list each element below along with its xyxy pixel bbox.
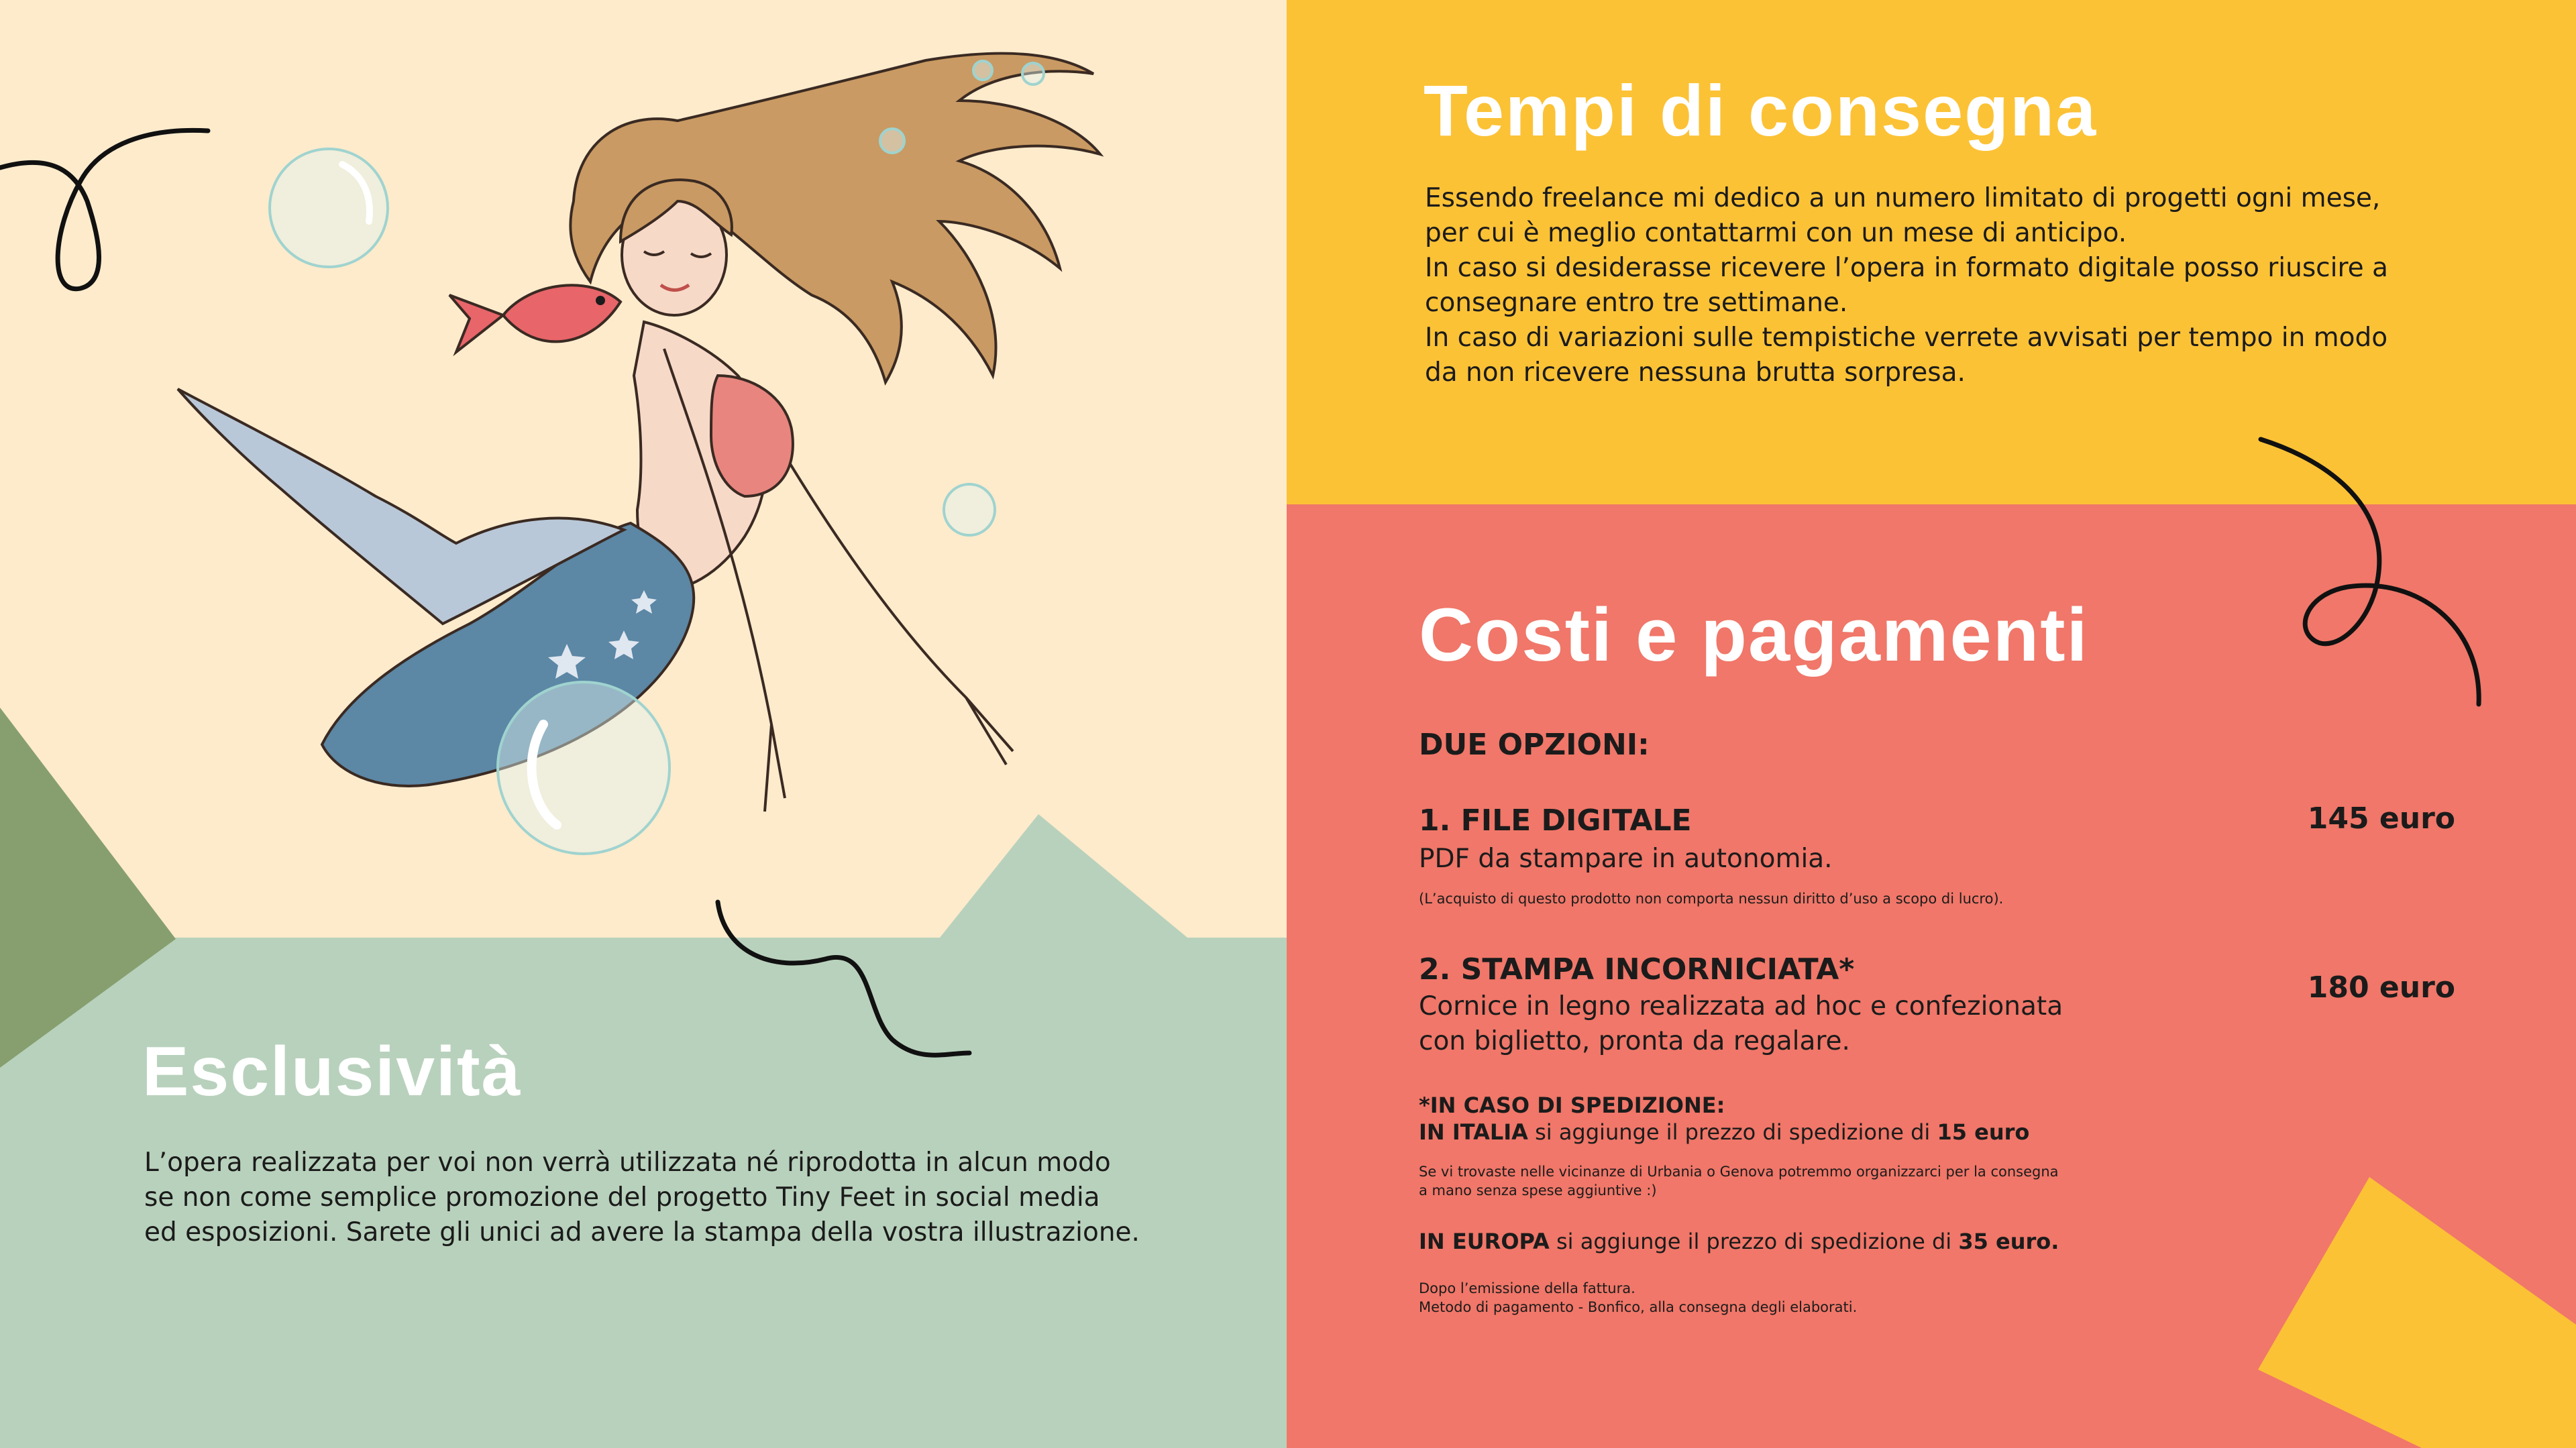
delivery-body <box>1425 181 2512 390</box>
yellow-diamond <box>2258 1177 2576 1448</box>
delivery-line: per cui è meglio contattarmi con un mese di anticipo. <box>1425 218 2127 248</box>
shipping-italy-price: 15 euro <box>1937 1119 2030 1145</box>
delivery-line: Essendo freelance mi dedico a un numero limitato di progetti ogni mese, <box>1425 183 2381 213</box>
option1-note: (L’acquisto di questo prodotto non comporta nessun diritto d’uso a scopo di lucro). <box>1419 891 2004 907</box>
shipping-italy-text: si aggiunge il prezzo di spedizione di <box>1527 1119 1937 1145</box>
shipping-italy <box>1419 1118 2029 1146</box>
mint-mountain-panel <box>0 814 1287 1448</box>
shipping-local-note-line: Se vi trovaste nelle vicinanze di Urbania o Genova potremmo organizzarci per la consegna <box>1419 1164 2059 1180</box>
costs-title: Costi e pagamenti <box>1419 593 2089 677</box>
delivery-title: Tempi di consegna <box>1424 70 2098 151</box>
option2-price: 180 euro <box>2307 970 2455 1005</box>
shipping-europe <box>1419 1227 2059 1256</box>
mermaid-illustration <box>178 54 1100 854</box>
delivery-line: da non ricevere nessuna brutta sorpresa. <box>1425 357 1966 388</box>
squiggle-top-left <box>0 130 208 288</box>
delivery-line: In caso si desiderasse ricevere l’opera in formato digitale posso riuscire a <box>1425 253 2388 283</box>
delivery-line: consegnare entro tre settimane. <box>1425 288 1848 318</box>
squiggle-top-right <box>2261 439 2479 704</box>
option2-desc-line: Cornice in legno realizzata ad hoc e confezionata <box>1419 991 2063 1021</box>
shipping-local-note-line: a mano senza spese aggiuntive :) <box>1419 1182 1657 1199</box>
payment-line: Dopo l’emissione della fattura. <box>1419 1280 1635 1296</box>
shipping-europe-text: si aggiunge il prezzo di spedizione di <box>1549 1229 1959 1254</box>
options-heading: DUE OPZIONI: <box>1419 728 1650 762</box>
option2-desc-line: con biglietto, pronta da regalare. <box>1419 1026 1850 1056</box>
mermaid-top <box>711 376 793 496</box>
exclusivity-line: ed esposizioni. Sarete gli unici ad avere la stampa della vostra illustrazione. <box>144 1217 1140 1247</box>
fish-icon <box>449 285 621 352</box>
delivery-line: In caso di variazioni sulle tempistiche verrete avvisati per tempo in modo <box>1425 323 2388 353</box>
payment-line: Metodo di pagamento - Bonfico, alla consegna degli elaborati. <box>1419 1299 1858 1315</box>
exclusivity-line: se non come semplice promozione del progetto Tiny Feet in social media <box>144 1182 1100 1213</box>
option1-desc: PDF da stampare in autonomia. <box>1419 844 1833 874</box>
exclusivity-line: L’opera realizzata per voi non verrà utilizzata né riprodotta in alcun modo <box>144 1148 1111 1178</box>
exclusivity-body <box>144 1146 1251 1250</box>
shipping-italy-label: IN ITALIA <box>1419 1119 1528 1145</box>
shipping-local-note <box>1419 1162 2059 1200</box>
option2-desc <box>1419 989 2063 1059</box>
option1-title: 1. FILE DIGITALE <box>1419 803 1692 838</box>
shipping-europe-label: IN EUROPA <box>1419 1229 1550 1254</box>
payment-info <box>1419 1279 1857 1317</box>
option1-price: 145 euro <box>2307 801 2455 836</box>
shipping-europe-price: 35 euro. <box>1958 1229 2059 1254</box>
exclusivity-title: Esclusività <box>142 1033 522 1111</box>
shipping-heading: *IN CASO DI SPEDIZIONE: <box>1419 1093 1725 1118</box>
option2-title: 2. STAMPA INCORNICIATA* <box>1419 952 1855 987</box>
